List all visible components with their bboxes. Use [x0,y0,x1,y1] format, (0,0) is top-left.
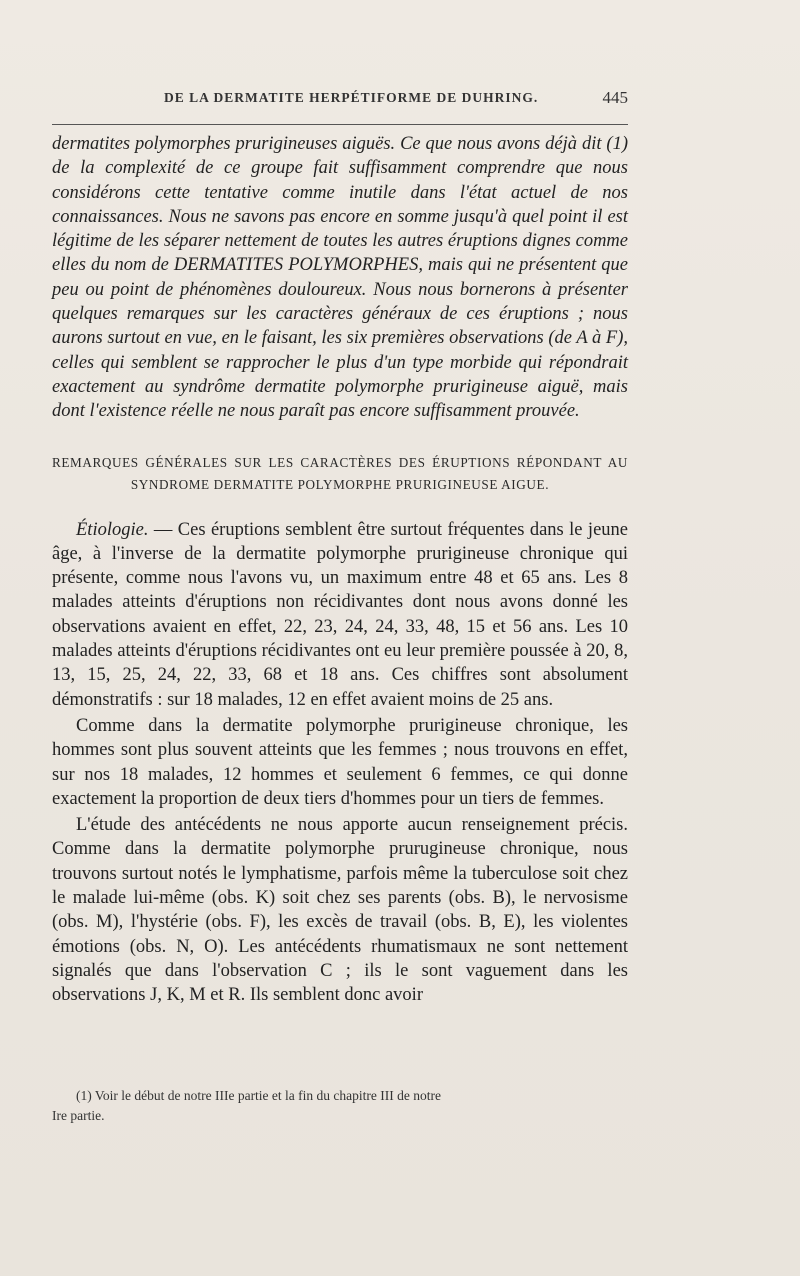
page-number: 445 [602,88,628,107]
footnote [52,1086,628,1126]
section-title-line-2: SYNDROME DERMATITE POLYMORPHE PRURIGINEUSE AIGUE. [130,476,550,492]
etiologie-heading: Étiologie. [76,519,149,540]
etiologie-text: — Ces éruptions semblent être surtout fréquentes dans le jeune âge, à l'inverse de la dermatite polymorphe prurigineuse chronique qui présente, comme nous l'avons vu, un maximum entre 48 et 65 ans. Les 8 malades atteints d'éruptions non récidivantes dont nous avons donné les observations avaient en effet, 22, 23, 24, 24, 33, 48, 15 et 56 ans. Les 10 malades atteints d'éruptions récidivantes ont eu leur première poussée à 20, 8, 13, 15, 25, 24, 22, 33, 68 et 18 ans. Ces chiffres sont absolument démonstratifs : sur 18 malades, 12 en effet avaient moins de 25 ans. [52,519,628,710]
section-title [52,452,628,496]
body-text [52,132,628,1008]
paragraph-4: L'étude des antécédents ne nous apporte aucun renseignement précis. Comme dans la dermatite polymorphe prurugineuse chronique, nous trouvons surtout notés le lymphatisme, parfois même la tuberculose soit chez le malade lui-même (obs. K) soit chez ses parents (obs. B), le nervosisme (obs. M), l'hystérie (obs. F), les excès de travail (obs. B, E), les violentes émotions (obs. N, O). Les antécédents rhumatismaux ne sont nettement signalés que dans l'observation C ; ils le sont vaguement dans les observations J, K, M et R. Ils semblent donc avoir [52,815,628,1006]
section-title-line-1: REMARQUES GÉNÉRALES SUR LES CARACTÈRES DES ÉRUPTIONS RÉPONDANT AU [52,454,628,470]
running-title: DE LA DERMATITE HERPÉTIFORME DE DUHRING. [164,90,539,105]
paragraph-1: dermatites polymorphes prurigineuses aiguës. Ce que nous avons déjà dit (1) de la complexité de ce groupe fait suffisamment comprendre que nous considérons cette tentative comme inutile dans l'état actuel de nos connaissances. Nous ne savons pas encore en somme jusqu'à quel point il est légitime de les séparer nettement de toutes les autres éruptions dignes comme elles du nom de DERMATITES POLYMORPHES, mais qui ne présentent que peu ou point de phénomènes douloureux. Nous nous bornerons à présenter quelques remarques sur les caractères généraux de ces éruptions ; nous aurons surtout en vue, en le faisant, les six premières observations (de A à F), celles qui semblent se rapprocher le plus d'un type morbide qui répondrait exactement au syndrôme dermatite polymorphe prurigineuse aiguë, mais dont l'existence réelle ne nous paraît pas encore suffisamment prouvée. [52,134,628,422]
paragraph-etiologie [52,518,628,712]
header-rule [52,124,628,125]
footnote-line-1: (1) Voir le début de notre IIIe partie et la fin du chapitre III de notre [76,1088,441,1103]
paragraph-3: Comme dans la dermatite polymorphe prurigineuse chronique, les hommes sont plus souvent atteints que les femmes ; nous trouvons en effet, sur nos 18 malades, 12 hommes et seulement 6 femmes, ce qui donne exactement la proportion de deux tiers d'hommes pour un tiers de femmes. [52,715,628,809]
page-header [52,90,628,112]
footnote-line-2: Ire partie. [52,1108,105,1123]
